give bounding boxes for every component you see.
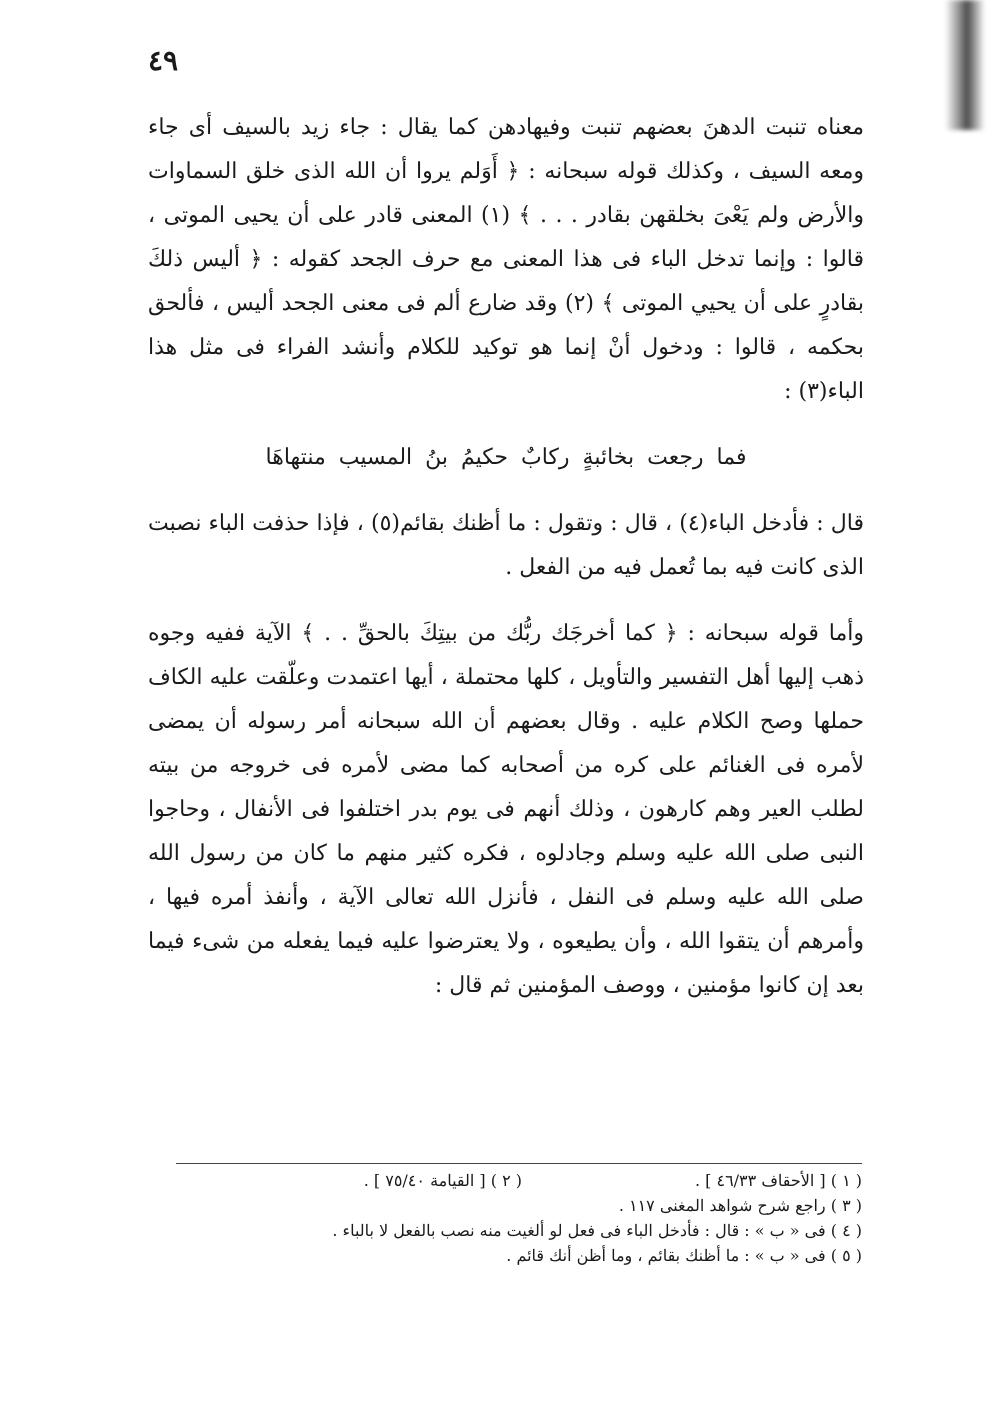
footnote-4: ( ٤ ) فى « ب » : قال : فأدخل الباء فى فعل لو ألغيت منه نصب بالفعل لا بالباء .: [332, 1221, 862, 1240]
paragraph-1: معناه تنبت الدهنَ بعضهم تنبت وفيهادهن كما يقال : جاء زيد بالسيف أى جاء ومعه السيف ، وكذلك قوله سبحانه : ﴿ أَوَلم يروا أن الله الذى خلق السماوات والأرض ولم يَعْىَ بخلقهن بقادر . . . ﴾ (١) المعنى قادر على أن يحيى الموتى ، قالوا : وإنما تدخل الباء فى هذا المعنى مع حرف الجحد كقوله : ﴿ أليس ذلكَ بقادرٍ على أن يحيي الموتى ﴾ (٢) وقد ضارع ألم فى معنى الجحد أليس ، فألحق بحكمه ، قالوا : ودخول أنْ إنما هو توكيد للكلام وأنشد الفراء فى مثل هذا الباء(٣) :: [148, 115, 864, 404]
footnote-3: ( ٣ ) راجع شرح شواهد المغنى ١١٧ .: [618, 1196, 862, 1215]
scan-edge-shadow: [945, 0, 985, 130]
footnote-5: ( ٥ ) فى « ب » : ما أظنك بقائم ، وما أظن أنك قائم .: [506, 1246, 862, 1265]
footnote-divider: [176, 1163, 862, 1164]
main-text: [148, 106, 864, 1008]
paragraph-2: قال : فأدخل الباء(٤) ، قال : وتقول : ما أظنك بقائم(٥) ، فإذا حذفت الباء نصبت الذى كانت فيه بما تُعمل فيه من الفعل .: [148, 511, 864, 580]
footnote-row-1: [176, 1168, 862, 1193]
paragraph-3: وأما قوله سبحانه : ﴿ كما أخرجَك ربُّك من بيتِكَ بالحقِّ . . ﴾ الآية ففيه وجوه ذهب إليها أهل التفسير والتأويل ، كلها محتملة ، أيها اعتمدت وعلّقت عليه الكاف حملها وصح الكلام عليه . وقال بعضهم أن الله سبحانه أمر رسوله أن يمضى لأمره فى الغنائم على كره من أصحابه كما مضى لأمره فى خروجه من بيته لطلب العير وهم كارهون ، وذلك أنهم فى يوم بدر اختلفوا فى الأنفال ، وحاجوا النبى صلى الله عليه وسلم وجادلوه ، فكره كثير منهم ما كان من رسول الله صلى الله عليه وسلم فى النفل ، فأنزل الله تعالى الآية ، وأنفذ أمره فيها ، وأمرهم أن يتقوا الله ، وأن يطيعوه ، ولا يعترضوا عليه فيما يفعله من شىء فيما بعد إن كانوا مؤمنين ، ووصف المؤمنين ثم قال :: [148, 621, 865, 998]
page-number: ٤٩: [148, 44, 179, 77]
poetry-verse: فما رجعت بخائبةٍ ركابٌ حكيمُ بنُ المسيب منتهاهَا: [265, 445, 747, 470]
footnote-1: ( ١ ) [ الأحقاف ٤٦/٣٣ ] .: [694, 1171, 862, 1190]
footnote-2: ( ٢ ) [ القيامة ٧٥/٤٠ ] .: [363, 1171, 522, 1190]
footnotes: [176, 1168, 862, 1268]
